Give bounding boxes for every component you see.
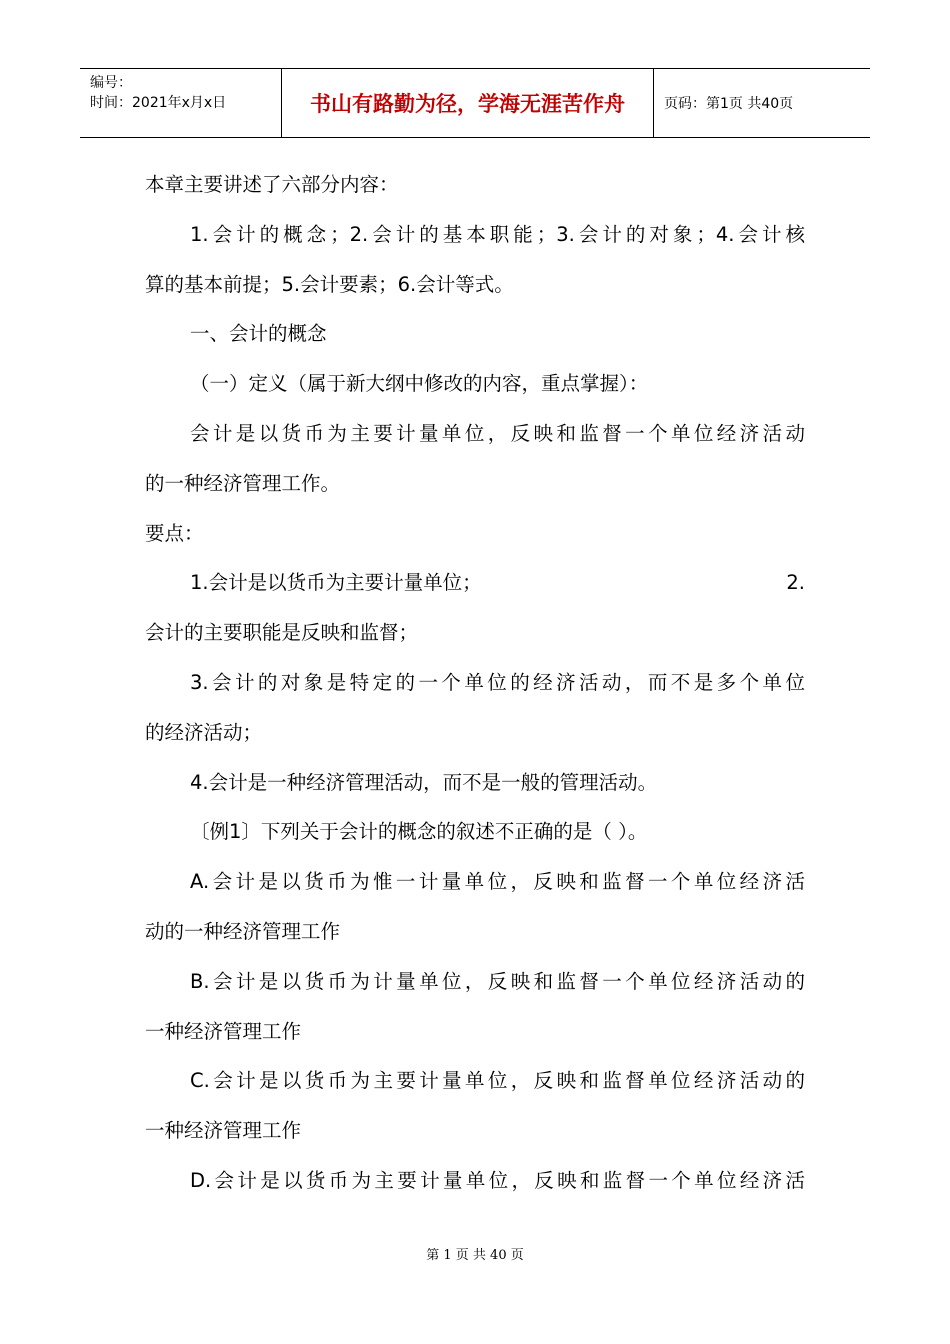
header-page-info: 页码：第1页 共40页	[664, 96, 794, 112]
option-b-line-2: 一种经济管理工作	[145, 1019, 302, 1043]
example-question: 〔例1〕下列关于会计的概念的叙述不正确的是（ ）。	[190, 820, 648, 844]
point-1-row	[145, 558, 805, 608]
option-a-line-1: A.会计是以货币为惟一计量单位，反映和监督一个单位经济活	[190, 870, 805, 894]
page-footer: 第 1 页 共 40 页	[426, 1248, 524, 1263]
topics-line-1: 1.会计的概念；2.会计的基本职能；3.会计的对象；4.会计核	[190, 222, 805, 246]
option-b-line-1: B.会计是以货币为计量单位，反映和监督一个单位经济活动的	[190, 969, 805, 993]
option-c-line-2: 一种经济管理工作	[145, 1119, 302, 1143]
point-2-text: 会计的主要职能是反映和监督；	[145, 621, 419, 645]
option-d-line-1: D.会计是以货币为主要计量单位，反映和监督一个单位经济活	[190, 1168, 805, 1192]
topics-line-2: 算的基本前提；5.会计要素；6.会计等式。	[145, 272, 514, 296]
subsection-heading: （一）定义（属于新大纲中修改的内容，重点掌握）：	[190, 372, 649, 396]
page-header	[80, 68, 870, 138]
document-body	[145, 160, 805, 1206]
point-4: 4.会计是一种经济管理活动，而不是一般的管理活动。	[190, 770, 658, 794]
point-3-line-2: 的经济活动；	[145, 720, 263, 744]
number-label: 编号：	[90, 75, 132, 91]
option-a-line-2: 动的一种经济管理工作	[145, 919, 341, 943]
time-label: 时间：2021年x月x日	[90, 95, 227, 111]
definition-line-1: 会计是以货币为主要计量单位，反映和监督一个单位经济活动	[190, 421, 805, 445]
header-motto: 书山有路勤为径，学海无涯苦作舟	[282, 69, 654, 137]
points-label: 要点：	[145, 521, 204, 545]
definition-line-2: 的一种经济管理工作。	[145, 471, 341, 495]
section-heading: 一、会计的概念	[190, 322, 327, 346]
option-c-line-1: C.会计是以货币为主要计量单位，反映和监督单位经济活动的	[190, 1069, 805, 1093]
point-1: 1.会计是以货币为主要计量单位；	[190, 571, 482, 595]
header-meta	[80, 69, 282, 137]
intro-text: 本章主要讲述了六部分内容：	[145, 173, 399, 196]
point-2-number: 2.	[786, 571, 805, 595]
point-3-line-1: 3.会计的对象是特定的一个单位的经济活动，而不是多个单位	[190, 670, 805, 694]
